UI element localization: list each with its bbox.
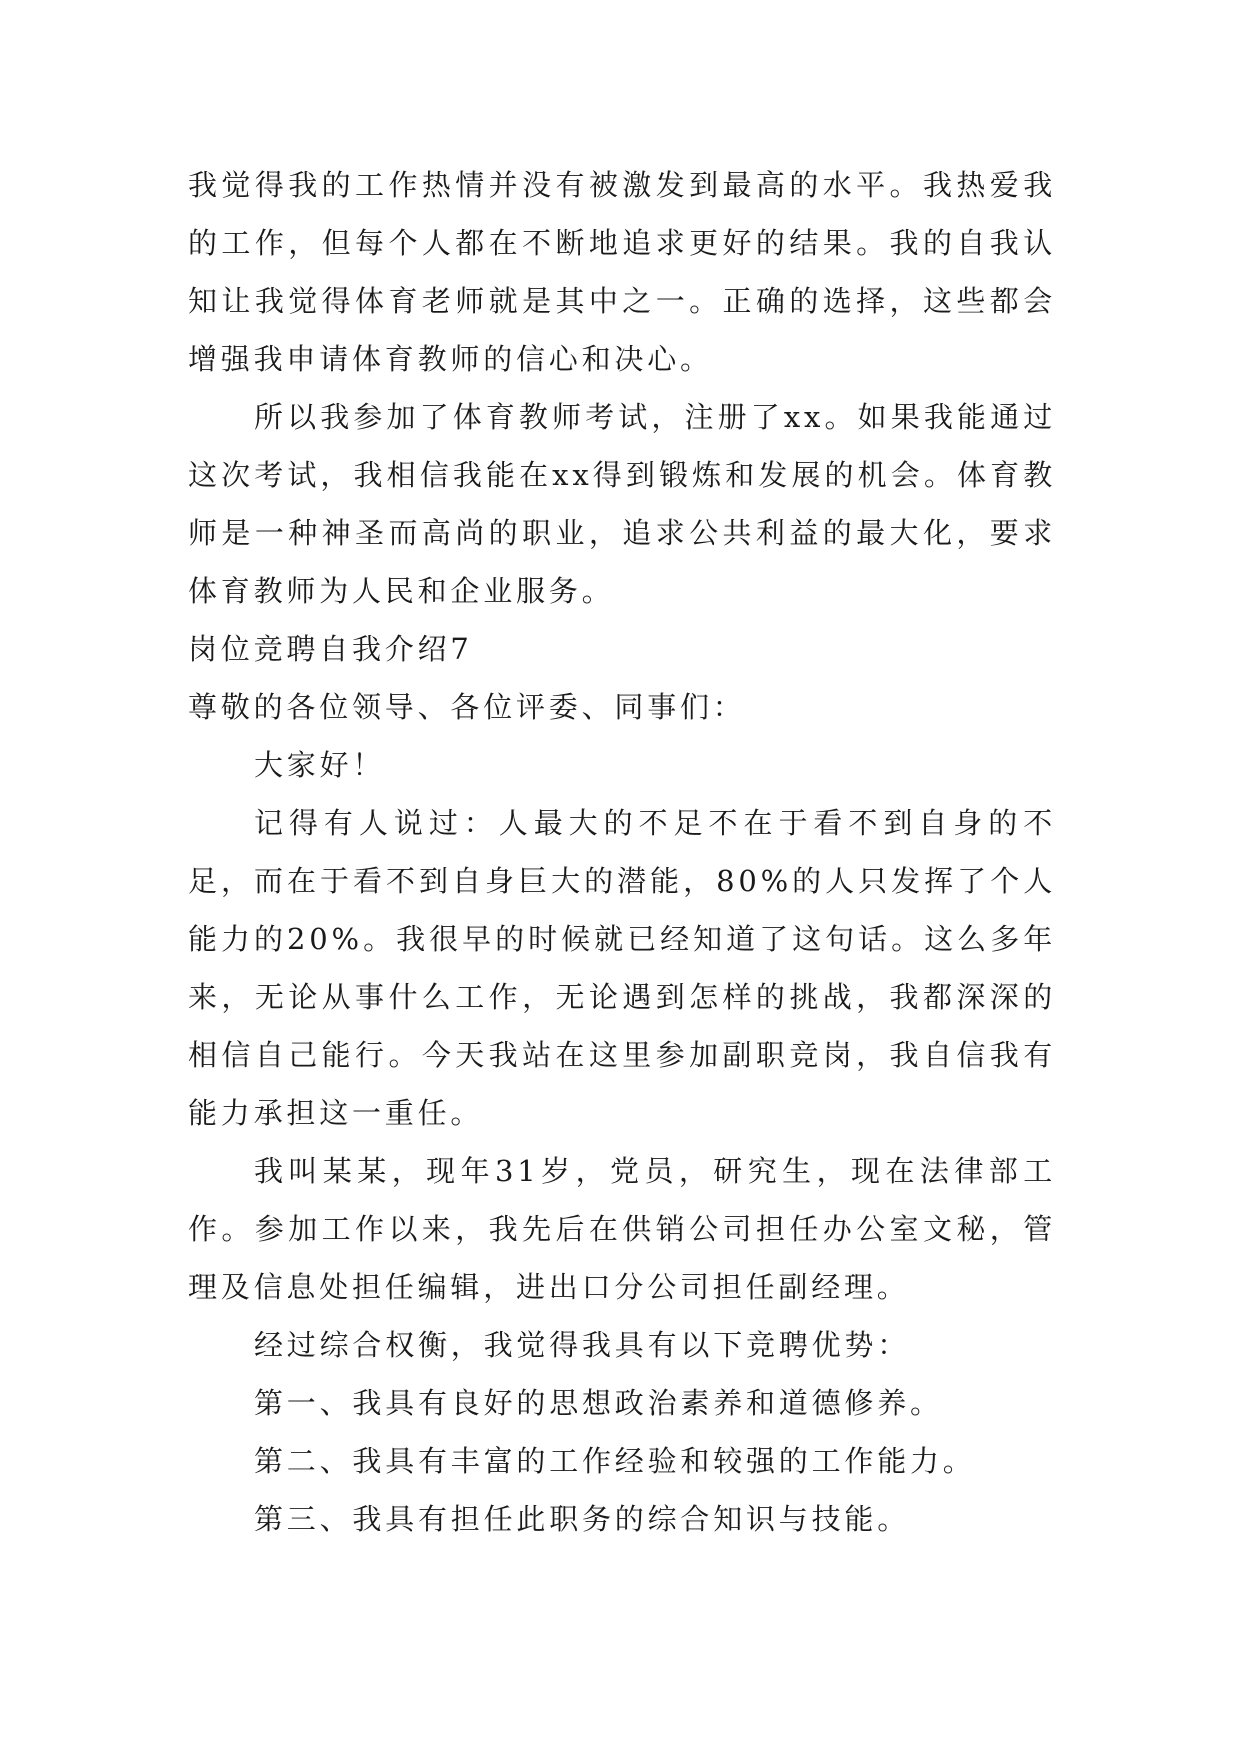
section-heading: 岗位竞聘自我介绍7: [188, 632, 473, 666]
paragraph-self-intro: 我叫某某，现年31岁，党员，研究生，现在法律部工作。参加工作以来，我先后在供销公司担任办公室文秘，管理及信息处担任编辑，进出口分公司担任副经理。: [188, 1154, 1056, 1304]
document-body: [188, 156, 1056, 1548]
paragraph-advantages-intro: 经过综合权衡，我觉得我具有以下竞聘优势：: [254, 1328, 911, 1362]
greeting: 大家好！: [254, 748, 386, 782]
salutation: 尊敬的各位领导、各位评委、同事们：: [188, 690, 746, 724]
advantage-item-2: 第二、我具有丰富的工作经验和较强的工作能力。: [254, 1444, 976, 1478]
paragraph-exam: 所以我参加了体育教师考试，注册了xx。如果我能通过这次考试，我相信我能在xx得到锻炼和发展的机会。体育教师是一种神圣而高尚的职业，追求公共利益的最大化，要求体育教师为人民和企业服务。: [188, 400, 1056, 608]
paragraph-quote: 记得有人说过：人最大的不足不在于看不到自身的不足，而在于看不到自身巨大的潜能，80%的人只发挥了个人能力的20%。我很早的时候就已经知道了这句话。这么多年来，无论从事什么工作，无论遇到怎样的挑战，我都深深的相信自己能行。今天我站在这里参加副职竞岗，我自信我有能力承担这一重任。: [188, 806, 1056, 1130]
advantage-item-1: 第一、我具有良好的思想政治素养和道德修养。: [254, 1386, 943, 1420]
paragraph-continuation: 我觉得我的工作热情并没有被激发到最高的水平。我热爱我的工作，但每个人都在不断地追求更好的结果。我的自我认知让我觉得体育老师就是其中之一。正确的选择，这些都会增强我申请体育教师的信心和决心。: [188, 168, 1056, 376]
advantage-item-3: 第三、我具有担任此职务的综合知识与技能。: [254, 1502, 911, 1536]
